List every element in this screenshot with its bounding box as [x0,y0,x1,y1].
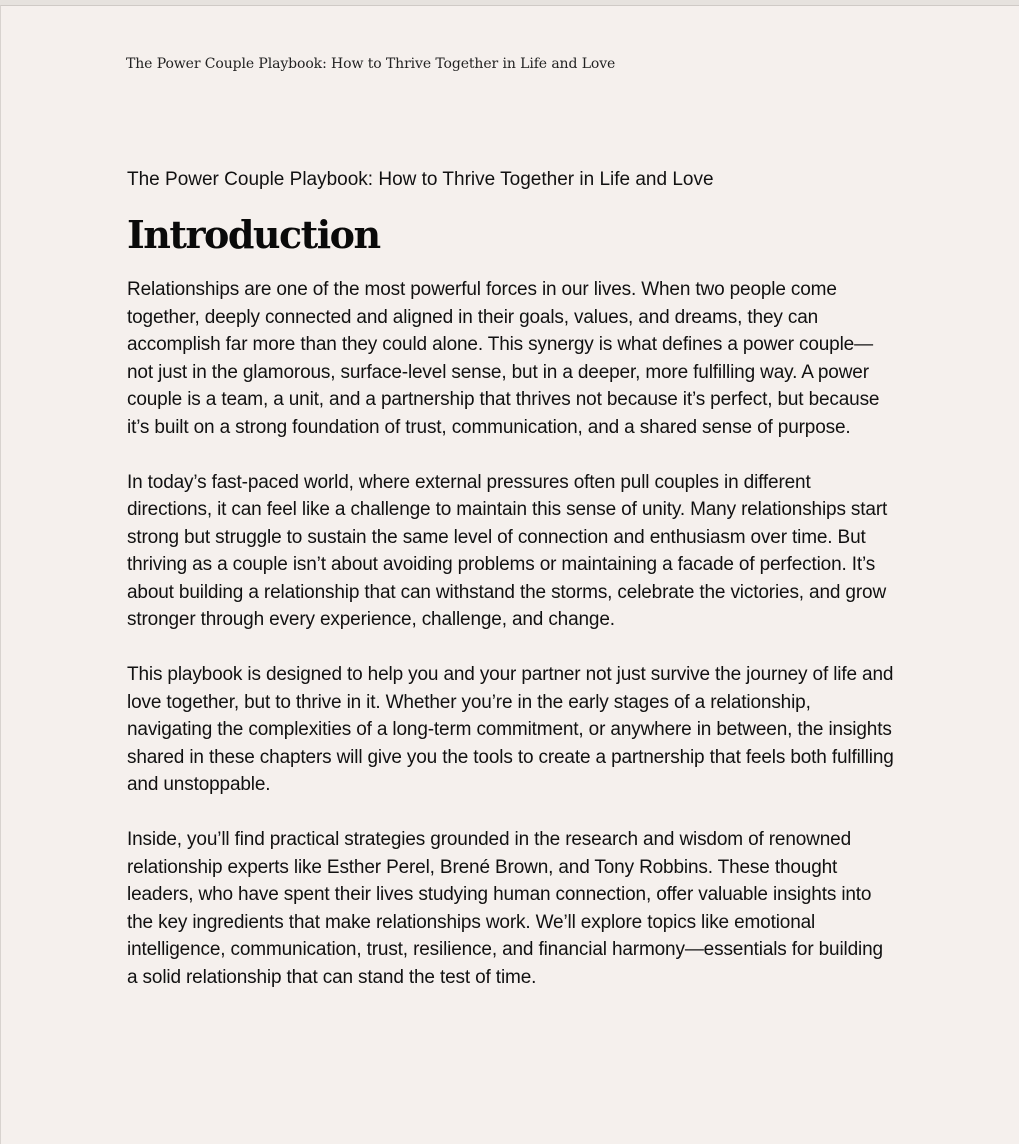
book-title: The Power Couple Playbook: How to Thrive Together in Life and Love [127,169,714,190]
paragraph: This playbook is designed to help you and your partner not just survive the journey of life and love together, but to thrive in it. Whether you’re in the early stages of a relationship, navigating the complexities of a long-term commitment, or anywhere in between, the insights shared in these chapters will give you the tools to create a partnership that feels both fulfilling and unstoppable. [127,664,894,795]
running-header: The Power Couple Playbook: How to Thrive Together in Life and Love [126,56,616,72]
chapter-heading: Introduction [127,212,380,257]
body-text [127,276,897,991]
paragraph: In today’s fast-paced world, where external pressures often pull couples in different directions, it can feel like a challenge to maintain this sense of unity. Many relationships start strong but struggle to sustain the same level of connection and enthusiasm over time. But thriving as a couple isn’t about avoiding problems or maintaining a facade of perfection. It’s about building a relationship that can withstand the storms, celebrate the victories, and grow stronger through every experience, challenge, and change. [127,471,888,630]
paragraph: Inside, you’ll find practical strategies grounded in the research and wisdom of renowned relationship experts like Esther Perel, Brené Brown, and Tony Robbins. These thought leaders, who have spent their lives studying human connection, offer valuable insights into the key ingredients that make relationships work. We’ll explore topics like emotional intelligence, communication, trust, resilience, and financial harmony—essentials for building a solid relationship that can stand the test of time. [127,829,883,988]
page-content [127,166,897,1019]
paragraph: Relationships are one of the most powerful forces in our lives. When two people come together, deeply connected and aligned in their goals, values, and dreams, they can accomplish far more than they could alone. This synergy is what defines a power couple—not just in the glamorous, surface-level sense, but in a deeper, more fulfilling way. A power couple is a team, a unit, and a partnership that thrives not because it’s perfect, but because it’s built on a strong foundation of trust, communication, and a shared sense of purpose. [127,279,880,438]
document-page [0,5,1019,1144]
